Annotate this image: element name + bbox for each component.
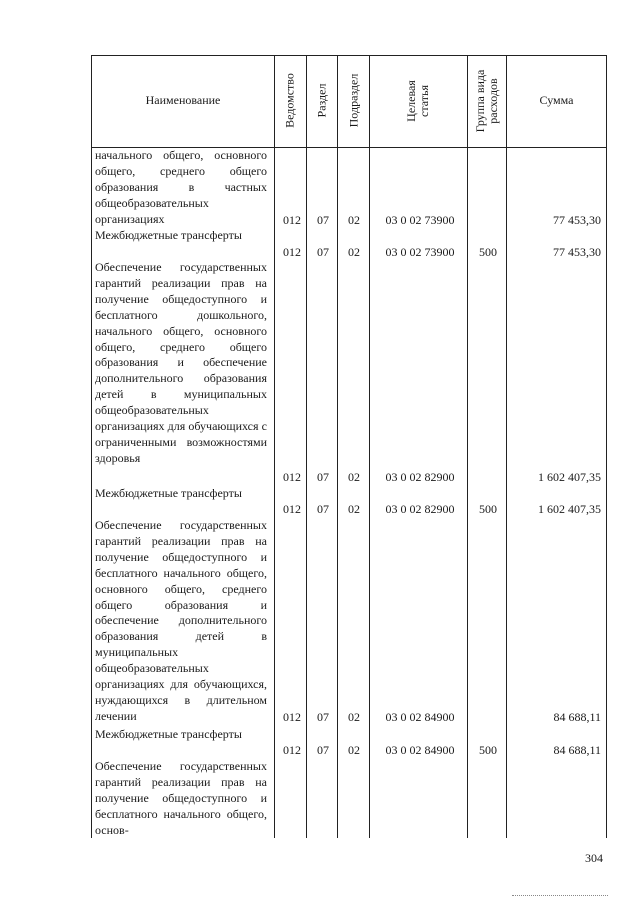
row-amount: 84 688,11 [553,710,601,724]
page-number: 304 [585,851,603,865]
row-amount: 77 453,30 [553,245,601,259]
row-name: Обеспечение государственных гарантий реализации прав на получение общедоступного и бесплатного начального общего, основного общего, среднего общего образования и обеспечение дополнительного образования детей в муниципальных общеобразовательных организациях для обучающихся, нуждающихся в длительном лечении [95,518,267,723]
row-department: 012 [283,710,301,724]
row-department: 012 [283,470,301,484]
col-border [369,55,370,838]
row-name: Обеспечение государственных гарантий реализации прав на получение общедоступного и бесплатного дошкольного, начального общего, основного общего, среднего общего образования и обеспечение дополнительного образования детей в муниципальных общеобразовательных организациях для обучающихся с ограниченными возможностями здоровья [95,260,267,465]
row-subsection: 02 [348,213,360,227]
col-border [91,55,92,838]
row-amount: 1 602 407,35 [538,502,601,516]
row-section: 07 [317,743,329,757]
row-section: 07 [317,470,329,484]
row-target-article: 03 0 02 73900 [385,213,455,227]
row-name: Межбюджетные трансферты [95,727,242,741]
row-subsection: 02 [348,245,360,259]
row-target-article: 03 0 02 82900 [385,470,455,484]
row-amount: 84 688,11 [553,743,601,757]
header-department: Ведомство [282,73,297,128]
header-section: Раздел [314,83,329,118]
row-subsection: 02 [348,743,360,757]
row-amount: 77 453,30 [553,213,601,227]
row-department: 012 [283,245,301,259]
row-expense-group: 500 [479,502,497,516]
col-border [467,55,468,838]
row-section: 07 [317,213,329,227]
row-expense-group: 500 [479,743,497,757]
row-name: Обеспечение государственных гарантий реализации прав на получение общедоступного и бесплатного начального общего, основ- [95,759,267,837]
row-department: 012 [283,213,301,227]
col-border [274,55,275,838]
header-name: Наименование [145,93,221,107]
row-name: Межбюджетные трансферты [95,486,242,500]
row-section: 07 [317,502,329,516]
row-expense-group: 500 [479,245,497,259]
col-border [606,55,607,838]
row-name: Межбюджетные трансферты [95,228,242,242]
row-subsection: 02 [348,502,360,516]
header-amount: Сумма [539,93,574,107]
col-border [306,55,307,838]
col-border [506,55,507,838]
row-target-article: 03 0 02 73900 [385,245,455,259]
row-target-article: 03 0 02 84900 [385,743,455,757]
row-department: 012 [283,502,301,516]
row-section: 07 [317,710,329,724]
row-target-article: 03 0 02 82900 [385,502,455,516]
row-section: 07 [317,245,329,259]
col-border [337,55,338,838]
row-target-article: 03 0 02 84900 [385,710,455,724]
row-amount: 1 602 407,35 [538,470,601,484]
row-subsection: 02 [348,710,360,724]
row-department: 012 [283,743,301,757]
header-subsection: Подраздел [346,73,361,128]
row-name: начального общего, основного общего, среднего общего образования в частных общеобразовательных организациях [95,148,267,226]
row-subsection: 02 [348,470,360,484]
header-expense-group: Группа вида расходов [473,69,500,133]
footer-divider [512,895,608,896]
header-target-article: Целевая статья [404,80,431,122]
